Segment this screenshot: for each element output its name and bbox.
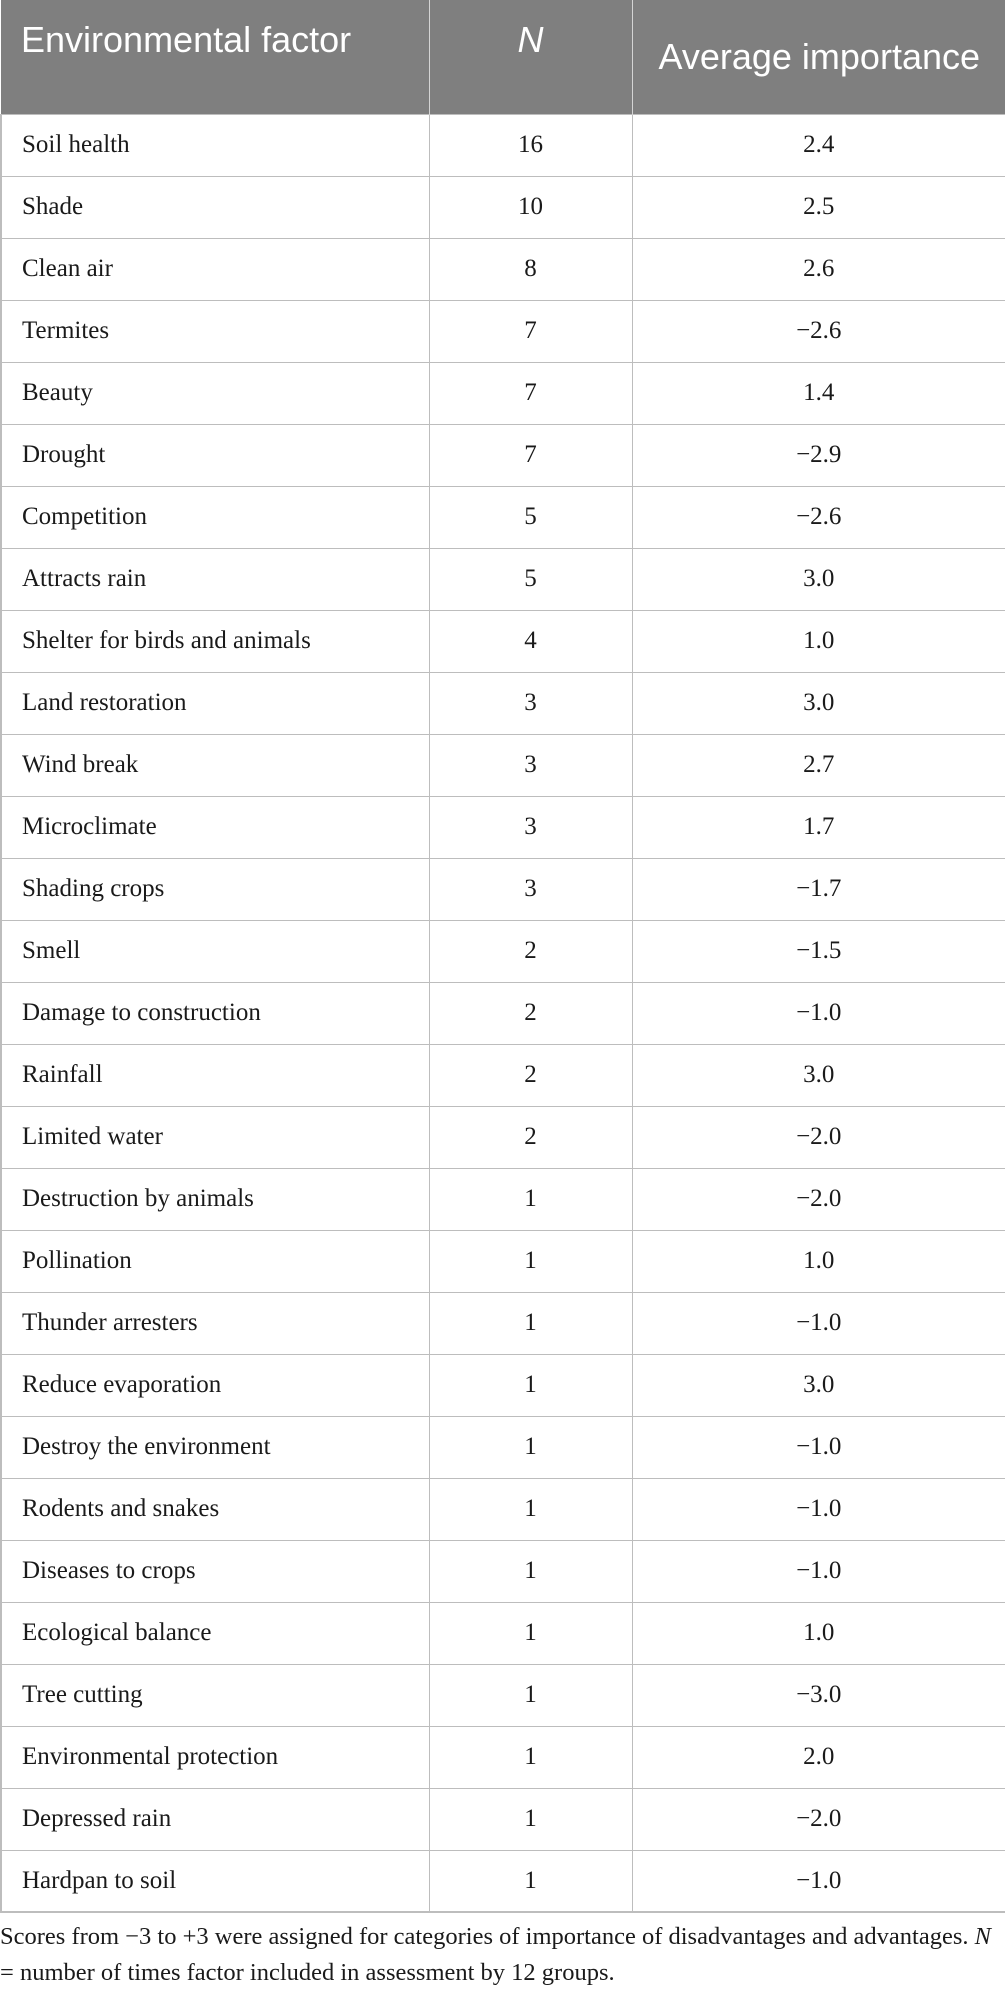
cell-importance: −1.0 xyxy=(632,1416,1005,1478)
cell-factor: Beauty xyxy=(1,362,429,424)
cell-n: 1 xyxy=(429,1230,632,1292)
cell-importance: 1.0 xyxy=(632,1230,1005,1292)
table-header xyxy=(1,0,1005,114)
cell-factor: Depressed rain xyxy=(1,1788,429,1850)
cell-factor: Soil health xyxy=(1,114,429,176)
cell-importance: 3.0 xyxy=(632,1044,1005,1106)
table-row xyxy=(1,1850,1005,1912)
table-row xyxy=(1,114,1005,176)
table-row xyxy=(1,734,1005,796)
footnote-n-symbol: N xyxy=(974,1923,991,1950)
table-row xyxy=(1,1044,1005,1106)
table-row xyxy=(1,1788,1005,1850)
cell-importance: 3.0 xyxy=(632,1354,1005,1416)
cell-n: 7 xyxy=(429,424,632,486)
cell-n: 4 xyxy=(429,610,632,672)
table-row xyxy=(1,1230,1005,1292)
cell-importance: 2.6 xyxy=(632,238,1005,300)
cell-importance: −1.0 xyxy=(632,1478,1005,1540)
table-row xyxy=(1,300,1005,362)
cell-factor: Shading crops xyxy=(1,858,429,920)
cell-importance: −1.0 xyxy=(632,1540,1005,1602)
cell-factor: Attracts rain xyxy=(1,548,429,610)
cell-n: 2 xyxy=(429,982,632,1044)
cell-factor: Rodents and snakes xyxy=(1,1478,429,1540)
footnote-line2: = number of times factor included in assessment by 12 groups. xyxy=(0,1959,615,1986)
table-row xyxy=(1,1664,1005,1726)
cell-n: 2 xyxy=(429,1044,632,1106)
table-row xyxy=(1,610,1005,672)
cell-factor: Damage to construction xyxy=(1,982,429,1044)
cell-importance: −2.9 xyxy=(632,424,1005,486)
cell-factor: Limited water xyxy=(1,1106,429,1168)
cell-factor: Environmental protection xyxy=(1,1726,429,1788)
table-row xyxy=(1,362,1005,424)
cell-importance: −1.0 xyxy=(632,1850,1005,1912)
cell-importance: 2.7 xyxy=(632,734,1005,796)
cell-importance: 2.5 xyxy=(632,176,1005,238)
cell-factor: Microclimate xyxy=(1,796,429,858)
cell-n: 1 xyxy=(429,1602,632,1664)
cell-n: 5 xyxy=(429,548,632,610)
table-row xyxy=(1,796,1005,858)
cell-importance: −1.5 xyxy=(632,920,1005,982)
cell-importance: 1.0 xyxy=(632,1602,1005,1664)
cell-n: 8 xyxy=(429,238,632,300)
cell-factor: Termites xyxy=(1,300,429,362)
table-row xyxy=(1,1478,1005,1540)
table-footnote xyxy=(0,1919,1000,1991)
table-row xyxy=(1,424,1005,486)
cell-n: 7 xyxy=(429,362,632,424)
cell-n: 3 xyxy=(429,672,632,734)
table-row xyxy=(1,672,1005,734)
cell-importance: −1.0 xyxy=(632,1292,1005,1354)
cell-n: 1 xyxy=(429,1850,632,1912)
table-row xyxy=(1,1726,1005,1788)
cell-importance: −1.7 xyxy=(632,858,1005,920)
cell-n: 2 xyxy=(429,1106,632,1168)
cell-n: 3 xyxy=(429,858,632,920)
cell-importance: −2.0 xyxy=(632,1106,1005,1168)
table-row xyxy=(1,486,1005,548)
table-row xyxy=(1,548,1005,610)
cell-factor: Competition xyxy=(1,486,429,548)
table-row xyxy=(1,1602,1005,1664)
header-factor: Environmental factor xyxy=(1,0,429,114)
cell-factor: Hardpan to soil xyxy=(1,1850,429,1912)
cell-n: 1 xyxy=(429,1726,632,1788)
cell-factor: Thunder arresters xyxy=(1,1292,429,1354)
table-row xyxy=(1,858,1005,920)
table-row xyxy=(1,1168,1005,1230)
cell-n: 1 xyxy=(429,1168,632,1230)
table-row xyxy=(1,1354,1005,1416)
cell-n: 7 xyxy=(429,300,632,362)
table-row xyxy=(1,982,1005,1044)
table-row xyxy=(1,1292,1005,1354)
cell-factor: Shelter for birds and animals xyxy=(1,610,429,672)
cell-n: 2 xyxy=(429,920,632,982)
cell-importance: 2.0 xyxy=(632,1726,1005,1788)
cell-importance: −2.0 xyxy=(632,1168,1005,1230)
cell-factor: Wind break xyxy=(1,734,429,796)
cell-importance: −2.6 xyxy=(632,300,1005,362)
cell-factor: Clean air xyxy=(1,238,429,300)
cell-importance: 1.4 xyxy=(632,362,1005,424)
header-row xyxy=(1,0,1005,114)
cell-importance: 1.0 xyxy=(632,610,1005,672)
cell-n: 3 xyxy=(429,796,632,858)
cell-importance: −3.0 xyxy=(632,1664,1005,1726)
cell-n: 3 xyxy=(429,734,632,796)
cell-importance: 3.0 xyxy=(632,548,1005,610)
table-row xyxy=(1,1540,1005,1602)
cell-importance: −1.0 xyxy=(632,982,1005,1044)
cell-n: 10 xyxy=(429,176,632,238)
cell-factor: Shade xyxy=(1,176,429,238)
table-row xyxy=(1,920,1005,982)
cell-n: 1 xyxy=(429,1478,632,1540)
cell-n: 1 xyxy=(429,1664,632,1726)
header-importance: Average importance xyxy=(632,0,1005,114)
cell-factor: Destroy the environment xyxy=(1,1416,429,1478)
cell-factor: Pollination xyxy=(1,1230,429,1292)
header-n: N xyxy=(429,0,632,114)
cell-factor: Diseases to crops xyxy=(1,1540,429,1602)
cell-factor: Drought xyxy=(1,424,429,486)
cell-importance: 3.0 xyxy=(632,672,1005,734)
cell-n: 1 xyxy=(429,1540,632,1602)
cell-n: 16 xyxy=(429,114,632,176)
cell-n: 5 xyxy=(429,486,632,548)
cell-factor: Smell xyxy=(1,920,429,982)
table-row xyxy=(1,238,1005,300)
cell-importance: 2.4 xyxy=(632,114,1005,176)
table-body xyxy=(1,114,1005,1912)
cell-n: 1 xyxy=(429,1416,632,1478)
cell-importance: −2.6 xyxy=(632,486,1005,548)
footnote-line1: Scores from −3 to +3 were assigned for categories of importance of disadvantages and advantages. xyxy=(0,1923,969,1950)
cell-factor: Tree cutting xyxy=(1,1664,429,1726)
cell-factor: Ecological balance xyxy=(1,1602,429,1664)
cell-n: 1 xyxy=(429,1788,632,1850)
cell-importance: −2.0 xyxy=(632,1788,1005,1850)
table-row xyxy=(1,1106,1005,1168)
cell-factor: Land restoration xyxy=(1,672,429,734)
cell-n: 1 xyxy=(429,1292,632,1354)
cell-importance: 1.7 xyxy=(632,796,1005,858)
cell-factor: Reduce evaporation xyxy=(1,1354,429,1416)
table-row xyxy=(1,176,1005,238)
cell-factor: Destruction by animals xyxy=(1,1168,429,1230)
cell-factor: Rainfall xyxy=(1,1044,429,1106)
table-row xyxy=(1,1416,1005,1478)
cell-n: 1 xyxy=(429,1354,632,1416)
